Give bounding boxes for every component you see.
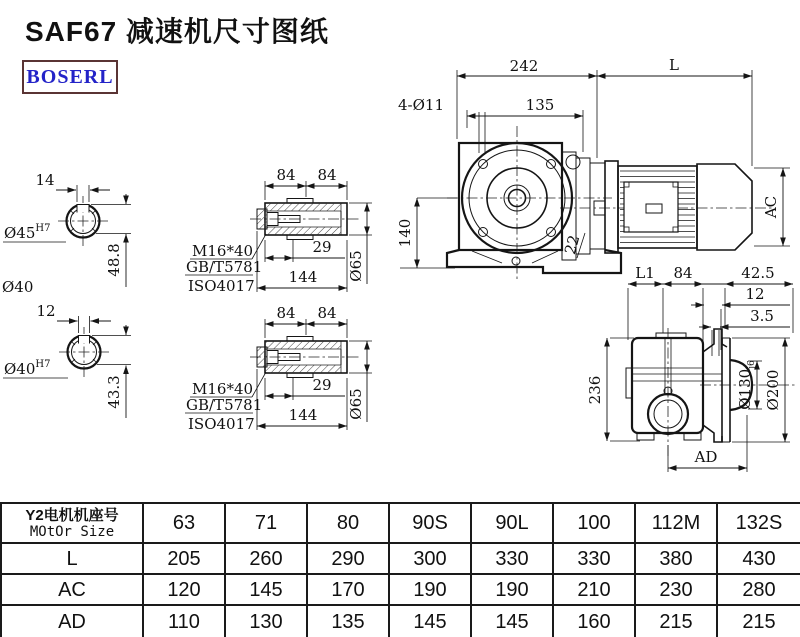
vent-plug	[566, 155, 580, 169]
dim-84b: 84	[317, 166, 337, 184]
table-cell: 330	[472, 544, 554, 575]
motor-front-ring	[605, 161, 618, 253]
dim-42-5: 42.5	[741, 264, 775, 282]
table-cell: 210	[554, 575, 636, 606]
table-header-cn: Y2电机机座号	[25, 506, 119, 524]
page-title: SAF67 减速机尺寸图纸	[25, 16, 329, 47]
dim-AD: AD	[694, 448, 718, 466]
dim-84a: 84	[276, 166, 296, 184]
svg-text:84: 84	[276, 304, 296, 322]
dim-AC: AC	[762, 195, 780, 219]
dim-O200: Ø200	[764, 369, 782, 411]
table-cell: 300	[390, 544, 472, 575]
fan-cover	[697, 164, 752, 250]
table-cell: 230	[636, 575, 718, 606]
table-cell: 160	[554, 606, 636, 637]
dim-144: 144	[288, 268, 318, 286]
svg-text:Ø65: Ø65	[347, 388, 365, 420]
dim-O130: $Ø130_{j6}$	[736, 360, 757, 410]
table-cell: 280	[718, 575, 800, 606]
hollow-shaft-1	[185, 166, 372, 295]
table-cell: 145	[390, 606, 472, 637]
dim-bore: $Ø45^{H7}$	[4, 223, 51, 242]
table-row-label: AD	[2, 606, 144, 637]
table-cell: 170	[308, 575, 390, 606]
svg-text:84: 84	[317, 304, 337, 322]
table-col-header: 80	[308, 504, 390, 544]
std-gb: GB/T5781	[186, 258, 263, 276]
dim-L: L	[669, 56, 679, 74]
table-cell: 145	[472, 606, 554, 637]
svg-text:GB/T5781: GB/T5781	[186, 396, 263, 414]
table-cell: 215	[636, 606, 718, 637]
dim-29: 29	[312, 238, 332, 256]
dim-12: 12	[745, 285, 765, 303]
motor-flange	[590, 163, 605, 249]
svg-text:29: 29	[312, 376, 332, 394]
housing-base	[447, 250, 621, 273]
std-iso: ISO4017	[188, 277, 255, 295]
dim-84: 84	[673, 264, 693, 282]
table-col-header: 71	[226, 504, 308, 544]
table-header-cell	[2, 504, 144, 544]
table-cell: 290	[308, 544, 390, 575]
label-O40: Ø40	[2, 278, 34, 296]
table-cell: 130	[226, 606, 308, 637]
svg-text:144: 144	[288, 406, 318, 424]
side-view	[586, 264, 795, 472]
table-cell: 205	[144, 544, 226, 575]
motor-stator	[624, 182, 678, 232]
shaft-section-2	[3, 302, 131, 418]
dim-key-width: 12	[36, 302, 56, 320]
dim-3-5: 3.5	[750, 307, 774, 325]
table-row-label: AC	[2, 575, 144, 606]
table-cell: 135	[308, 606, 390, 637]
dim-bore: $Ø40^{H7}$	[4, 359, 51, 378]
dim-140: 140	[396, 218, 414, 248]
brand-logo: BOSERL	[22, 60, 118, 94]
table-cell: 215	[742, 610, 776, 633]
table-header-en: MOtOr Size	[29, 523, 115, 540]
table-cell: 145	[226, 575, 308, 606]
table-col-header: 112M	[636, 504, 718, 544]
svg-text:ISO4017: ISO4017	[188, 415, 255, 433]
svg-text:M16*40: M16*40	[192, 380, 254, 398]
hollow-shaft-2	[185, 304, 372, 433]
dim-L1: L1	[635, 264, 655, 282]
dim-key-depth: 48.8	[105, 243, 123, 277]
bolt-spec: M16*40	[192, 242, 254, 260]
table-cell: 190	[472, 575, 554, 606]
table-cell: 190	[390, 575, 472, 606]
dim-O65: Ø65	[347, 250, 365, 282]
table-cell: 380	[636, 544, 718, 575]
dim-242: 242	[509, 57, 539, 75]
gearbox-side	[632, 338, 703, 433]
table-col-header: 132S	[718, 504, 800, 544]
table-col-header: 90S	[390, 504, 472, 544]
table-col-header: 100	[554, 504, 636, 544]
motor-size-table	[0, 502, 800, 637]
dim-22: 22	[561, 233, 584, 257]
dim-bolt-holes: 4-Ø11	[398, 96, 444, 114]
table-cell: 330	[554, 544, 636, 575]
table-cell: 260	[226, 544, 308, 575]
table-row-label: L	[2, 544, 144, 575]
dim-135: 135	[525, 96, 555, 114]
dim-236: 236	[586, 375, 604, 405]
table-cell: 120	[144, 575, 226, 606]
table-cell: 430	[718, 544, 800, 575]
table-col-header: 63	[144, 504, 226, 544]
table-cell: 110	[144, 606, 226, 637]
front-view	[396, 56, 790, 280]
dim-key-depth: 43.3	[105, 375, 123, 409]
table-col-header: 90L	[472, 504, 554, 544]
shaft-section-1	[2, 171, 131, 296]
dim-key-width: 14	[35, 171, 55, 189]
